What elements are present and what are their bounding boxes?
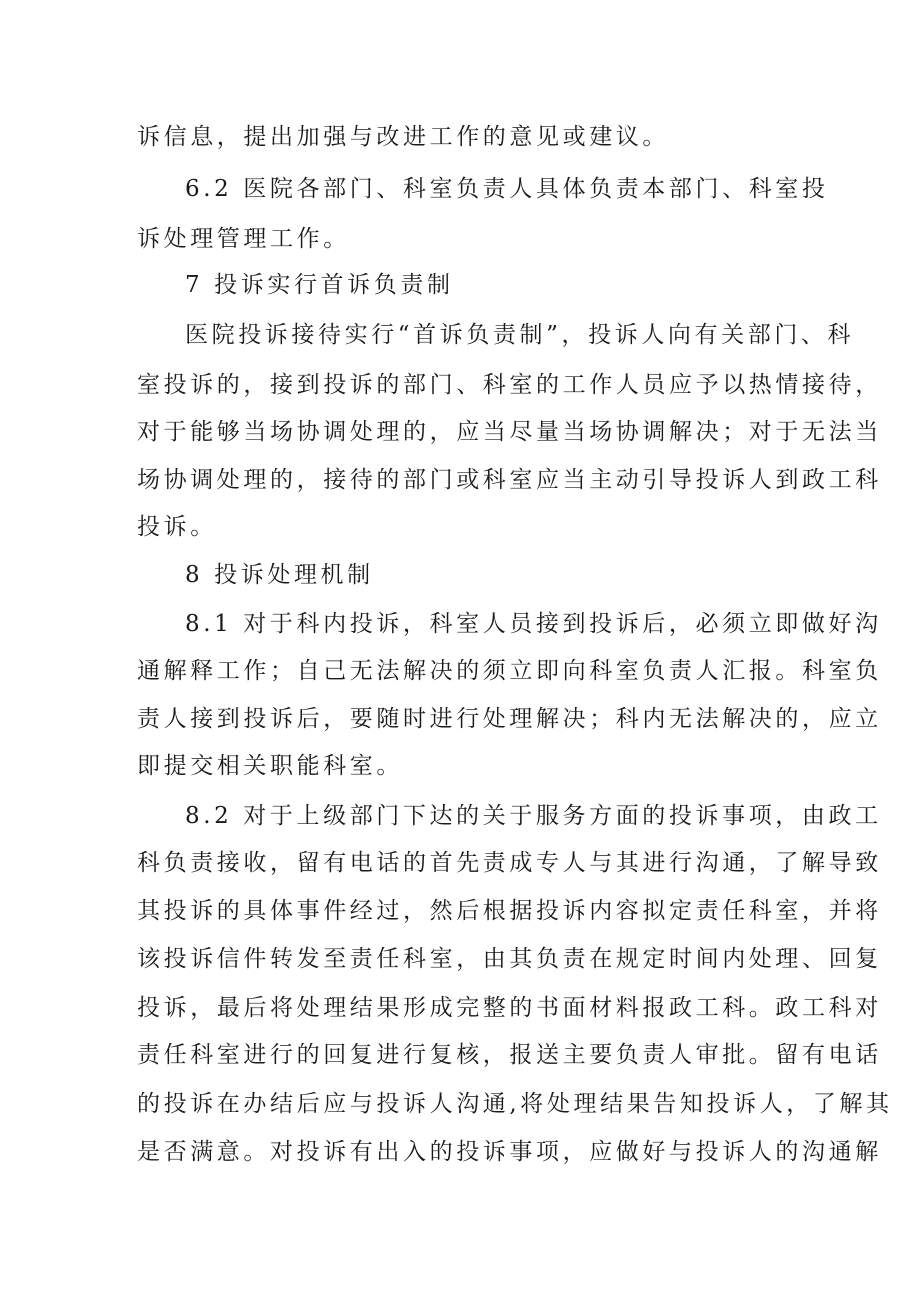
section-7-para-line-5: 投诉。: [137, 514, 217, 540]
clause-8-1-line-3: 责人接到投诉后，要随时进行处理解决；科内无法解决的，应立: [137, 706, 882, 732]
section-7-para-line-1: 医院投诉接待实行“首诉负责制”，投诉人向有关部门、科: [185, 322, 855, 348]
clause-8-1-line-2: 通解释工作；自己无法解决的须立即向科室负责人汇报。科室负: [137, 658, 882, 684]
body-line-continuation: 诉信息，提出加强与改进工作的意见或建议。: [137, 124, 669, 150]
clause-6-2-line-1: 6.2 医院各部门、科室负责人具体负责本部门、科室投: [185, 176, 829, 202]
clause-8-1-line-1: 8.1 对于科内投诉，科室人员接到投诉后，必须立即做好沟: [185, 611, 882, 637]
section-7-para-line-4: 场协调处理的，接待的部门或科室应当主动引导投诉人到政工科: [137, 467, 882, 493]
section-heading-8: 8 投诉处理机制: [185, 562, 374, 588]
clause-8-2-line-5: 投诉，最后将处理结果形成完整的书面材料报政工科。政工科对: [137, 995, 882, 1021]
clause-8-2-line-2: 科负责接收，留有电话的首先责成专人与其进行沟通，了解导致: [137, 850, 882, 876]
clause-6-2-line-2: 诉处理管理工作。: [137, 226, 350, 252]
clause-8-2-line-1: 8.2 对于上级部门下达的关于服务方面的投诉事项，由政工: [185, 803, 882, 829]
section-heading-7: 7 投诉实行首诉负责制: [185, 272, 454, 298]
clause-8-2-line-8: 是否满意。对投诉有出入的投诉事项，应做好与投诉人的沟通解: [137, 1139, 882, 1165]
section-7-para-line-2: 室投诉的，接到投诉的部门、科室的工作人员应予以热情接待，: [137, 372, 882, 398]
clause-8-2-line-3: 其投诉的具体事件经过，然后根据投诉内容拟定责任科室，并将: [137, 898, 882, 924]
clause-8-2-line-6: 责任科室进行的回复进行复核，报送主要负责人审批。留有电话: [137, 1042, 882, 1068]
clause-8-2-line-4: 该投诉信件转发至责任科室，由其负责在规定时间内处理、回复: [137, 946, 882, 972]
section-7-para-line-3: 对于能够当场协调处理的，应当尽量当场协调解决；对于无法当: [137, 419, 882, 445]
clause-8-2-line-7: 的投诉在办结后应与投诉人沟通,将处理结果告知投诉人，了解其: [137, 1091, 893, 1117]
clause-8-1-line-4: 即提交相关职能科室。: [137, 753, 403, 779]
